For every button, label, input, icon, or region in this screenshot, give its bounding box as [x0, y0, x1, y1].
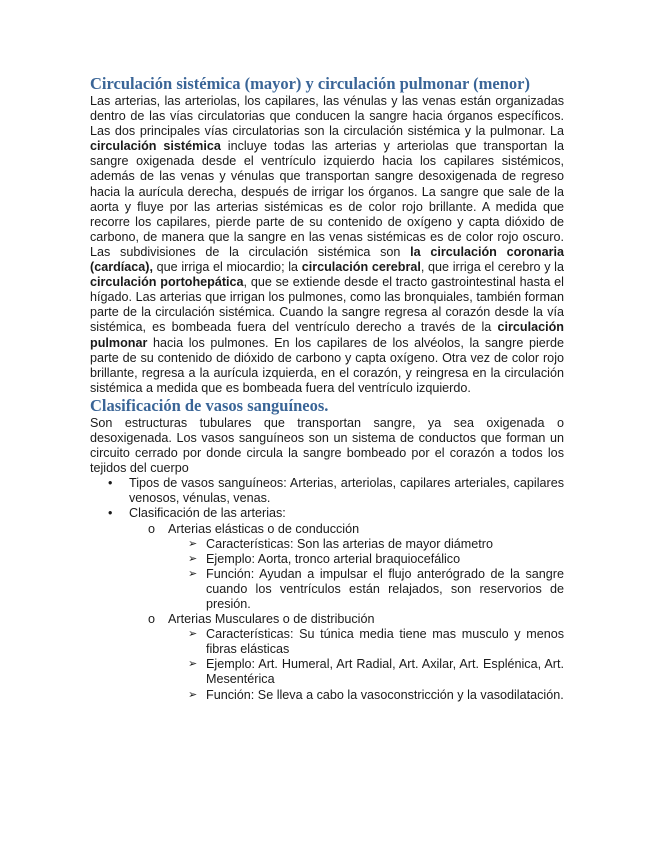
sub-item-muscular	[90, 612, 564, 703]
text-run: , que se extiende desde el tracto gastrointestinal hasta el hígado. Las arterias que irrigan los pulmones, como las bronquiales, también forman parte de la circulación sistémica. Cuando la sangre regresa al corazón desde la vía sistémica, es bombeada fuera del ventrículo derecho a través de la	[90, 275, 564, 335]
detail-item	[188, 627, 564, 657]
detail-text: Características: Son las arterias de mayor diámetro	[206, 536, 493, 551]
text-run: , que irriga el cerebro y la	[420, 260, 564, 275]
circle-bullet-icon: o	[148, 612, 156, 627]
detail-item	[188, 567, 564, 612]
bullet-list	[90, 476, 564, 702]
section-heading-classification: Clasificación de vasos sanguíneos.	[90, 395, 329, 415]
bold-term: circulación pulmonar	[90, 320, 564, 350]
text-run: que irriga el miocardio; la	[153, 260, 302, 275]
detail-text: Función: Se lleva a cabo la vasoconstricción y la vasodilatación.	[206, 687, 564, 702]
arrow-bullet-icon: ➢	[188, 537, 198, 550]
text-run: hacia los pulmones. En los capilares de los alvéolos, la sangre pierde parte de su contenido de dióxido de carbono y capta oxígeno. Otra vez de color rojo brillante, regresa a la aurícula izquierda, en el corazón, y reingresa en la circulación sistémica a medida que es bombeada fuera del ventrículo izquierdo.	[90, 335, 564, 395]
sub-item-title: Arterias elásticas o de conducción	[168, 521, 360, 536]
detail-item	[188, 537, 564, 552]
bullet-text: Clasificación de las arterias:	[129, 506, 286, 521]
text-run: incluye todas las arterias y arteriolas que transportan la sangre oxigenada desde el ventrículo izquierdo hacia los capilares sistémicos, además de las venas y vénulas que transportan sangre desoxigenada de regreso hacia la aurícula derecha, después de irrigar los órganos. La sangre que sale de la aorta y fluye por las arterias sistémicas es de color rojo brillante. A medida que recorre los capilares, pierde parte de su contenido de oxígeno y capta dióxido de carbono, de manera que la sangre en las venas sistémicas es de color rojo oscuro. Las subdivisiones de la circulación sistémica son	[90, 139, 564, 259]
sub-item-elastic	[90, 522, 564, 613]
arrow-bullet-icon: ➢	[188, 552, 198, 565]
text-run: Las arterias, las arteriolas, los capilares, las vénulas y las venas están organizadas dentro de las vías circulatorias que conducen la sangre hacia órganos específicos. Las dos principales vías circulatorias son la circulación sistémica y la pulmonar. La	[90, 94, 564, 139]
detail-list-muscular	[168, 627, 564, 702]
detail-text: Ejemplo: Aorta, tronco arterial braquiocefálico	[206, 551, 461, 566]
arrow-bullet-icon: ➢	[188, 628, 198, 641]
document-page	[90, 74, 564, 703]
list-item-artery-classification	[90, 506, 564, 702]
detail-item	[188, 657, 564, 687]
detail-item	[188, 688, 564, 703]
artery-types	[90, 522, 564, 703]
bold-term: circulación sistémica	[90, 139, 221, 154]
bold-term: circulación portohepática	[90, 275, 244, 290]
bold-term: circulación cerebral	[301, 260, 421, 275]
detail-list-elastic	[168, 537, 564, 612]
section-heading-circulation: Circulación sistémica (mayor) y circulación pulmonar (menor)	[90, 74, 530, 93]
detail-item	[188, 552, 564, 567]
classification-intro: Son estructuras tubulares que transportan sangre, ya sea oxigenada o desoxigenada. Los vasos sanguíneos son un sistema de conductos que forman un circuito cerrado por donde circula la sangre bombeado por el corazón a todos los tejidos del cuerpo	[90, 415, 564, 476]
detail-text: Características: Su túnica media tiene mas musculo y menos fibras elásticas	[206, 627, 564, 657]
bold-term: la circulación coronaria (cardíaca),	[90, 244, 564, 275]
sub-item-title: Arterias Musculares o de distribución	[168, 612, 375, 627]
circle-bullet-icon: o	[148, 521, 156, 536]
arrow-bullet-icon: ➢	[188, 658, 198, 671]
arrow-bullet-icon: ➢	[188, 567, 198, 580]
detail-text: Función: Ayudan a impulsar el flujo anterógrado de la sangre cuando los ventrículos están relajados, son reservorios de presión.	[206, 566, 564, 611]
arrow-bullet-icon: ➢	[188, 688, 198, 701]
list-item-vessel-types	[90, 476, 564, 506]
detail-text: Ejemplo: Art. Humeral, Art Radial, Art. Axilar, Art. Esplénica, Art. Mesentérica	[206, 657, 564, 687]
circulation-paragraph	[90, 94, 564, 396]
bullet-text: Tipos de vasos sanguíneos: Arterias, arteriolas, capilares arteriales, capilares venosos, vénulas, venas.	[129, 476, 564, 506]
